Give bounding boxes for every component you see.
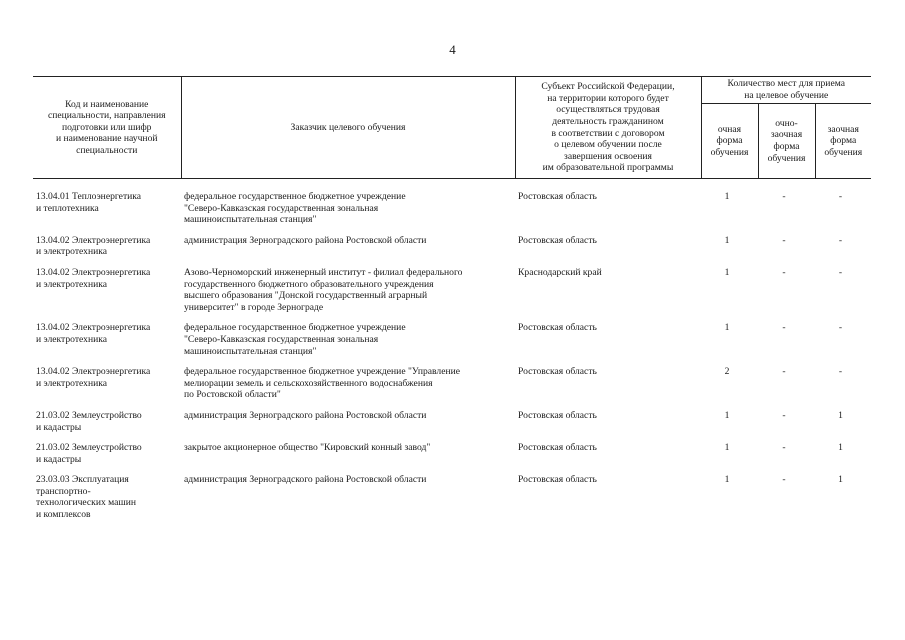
table-row [33,474,871,529]
cell-distance: - [838,191,843,202]
cell-region: Ростовская область [518,191,597,202]
cell-customer: закрытое акционерное общество "Кировский конный завод" [184,442,431,454]
cell-code: 23.03.03 Эксплуатация транспортно- технологических машин и комплексов [36,474,137,521]
table-row [33,322,871,366]
cell-customer: федеральное государственное бюджетное учреждение "Управление мелиорации земель и сельскохозяйственного водоснабжения по Ростовской области" [184,366,461,401]
table-row [33,410,871,442]
cell-customer: администрация Зерноградского района Ростовской области [184,234,427,246]
cell-parttime: - [782,191,786,202]
cell-code: 13.04.02 Электроэнергетика и электротехника [36,234,151,258]
cell-fulltime: 1 [724,234,730,246]
cell-region: Ростовская область [518,442,597,454]
cell-customer: федеральное государственное бюджетное учреждение "Северо-Кавказская государственная зональная машиноиспытательная станция" [184,191,406,226]
cell-distance: 1 [838,409,843,421]
cell-code: 13.04.02 Электроэнергетика и электротехника [36,322,151,345]
target-training-table [33,76,871,530]
cell-distance: - [838,266,843,278]
cell-region: Краснодарский край [518,266,602,278]
cell-distance: 1 [838,442,843,454]
cell-region: Ростовская область [518,474,597,486]
header-code: Код и наименование специальности, направления подготовки или шифр и наименование научной специальности [33,77,181,179]
cell-region: Ростовская область [518,366,597,378]
cell-distance: 1 [838,474,843,486]
table-body [33,179,871,530]
table-row [33,442,871,474]
header-fulltime: очная форма обучения [701,104,758,179]
cell-parttime: - [782,322,786,334]
cell-code: 13.04.02 Электроэнергетика и электротехника [36,366,151,389]
cell-parttime: - [782,474,786,486]
cell-fulltime: 1 [724,191,730,202]
cell-region: Ростовская область [518,234,597,246]
cell-code: 13.04.01 Теплоэнергетика и теплотехника [36,191,142,214]
cell-parttime: - [782,366,786,378]
table-header [33,77,871,179]
table-row [33,366,871,410]
cell-fulltime: 1 [724,409,730,421]
table-row [33,235,871,267]
cell-fulltime: 1 [724,266,730,278]
cell-code: 21.03.02 Землеустройство и кадастры [36,409,142,433]
table-row [33,179,871,235]
cell-fulltime: 2 [724,366,730,378]
header-places: Количество мест для приема на целевое обучение [701,77,871,104]
cell-fulltime: 1 [724,442,730,454]
cell-customer: Азово-Черноморский инженерный институт - филиал федерального государственного бюджетного образовательного учреждения высшего образования "Донской государственный аграрный университет" в городе Зернограде [184,266,463,313]
cell-distance: - [838,234,843,246]
cell-parttime: - [782,266,786,278]
cell-parttime: - [782,234,786,246]
cell-customer: федеральное государственное бюджетное учреждение "Северо-Кавказская государственная зональная машиноиспытательная станция" [184,322,406,357]
cell-distance: - [838,366,843,378]
cell-distance: - [838,322,843,334]
cell-region: Ростовская область [518,322,597,334]
header-region: Субъект Российской Федерации, на территории которого будет осуществляться трудовая деятельность гражданином в соответствии с договором о целевом обучении после завершения освоения им образовательной программы [515,77,701,179]
header-distance: заочная форма обучения [815,104,871,179]
cell-fulltime: 1 [724,474,730,486]
page-number: 4 [449,42,456,57]
cell-customer: администрация Зерноградского района Ростовской области [184,409,427,421]
table-row [33,267,871,322]
cell-parttime: - [782,409,786,421]
cell-region: Ростовская область [518,409,597,421]
cell-parttime: - [782,442,786,454]
cell-code: 13.04.02 Электроэнергетика и электротехника [36,266,151,290]
cell-fulltime: 1 [724,322,730,334]
cell-code: 21.03.02 Землеустройство и кадастры [36,442,142,465]
header-customer: Заказчик целевого обучения [181,77,515,179]
header-parttime: очно- заочная форма обучения [758,104,815,179]
cell-customer: администрация Зерноградского района Ростовской области [184,474,427,486]
